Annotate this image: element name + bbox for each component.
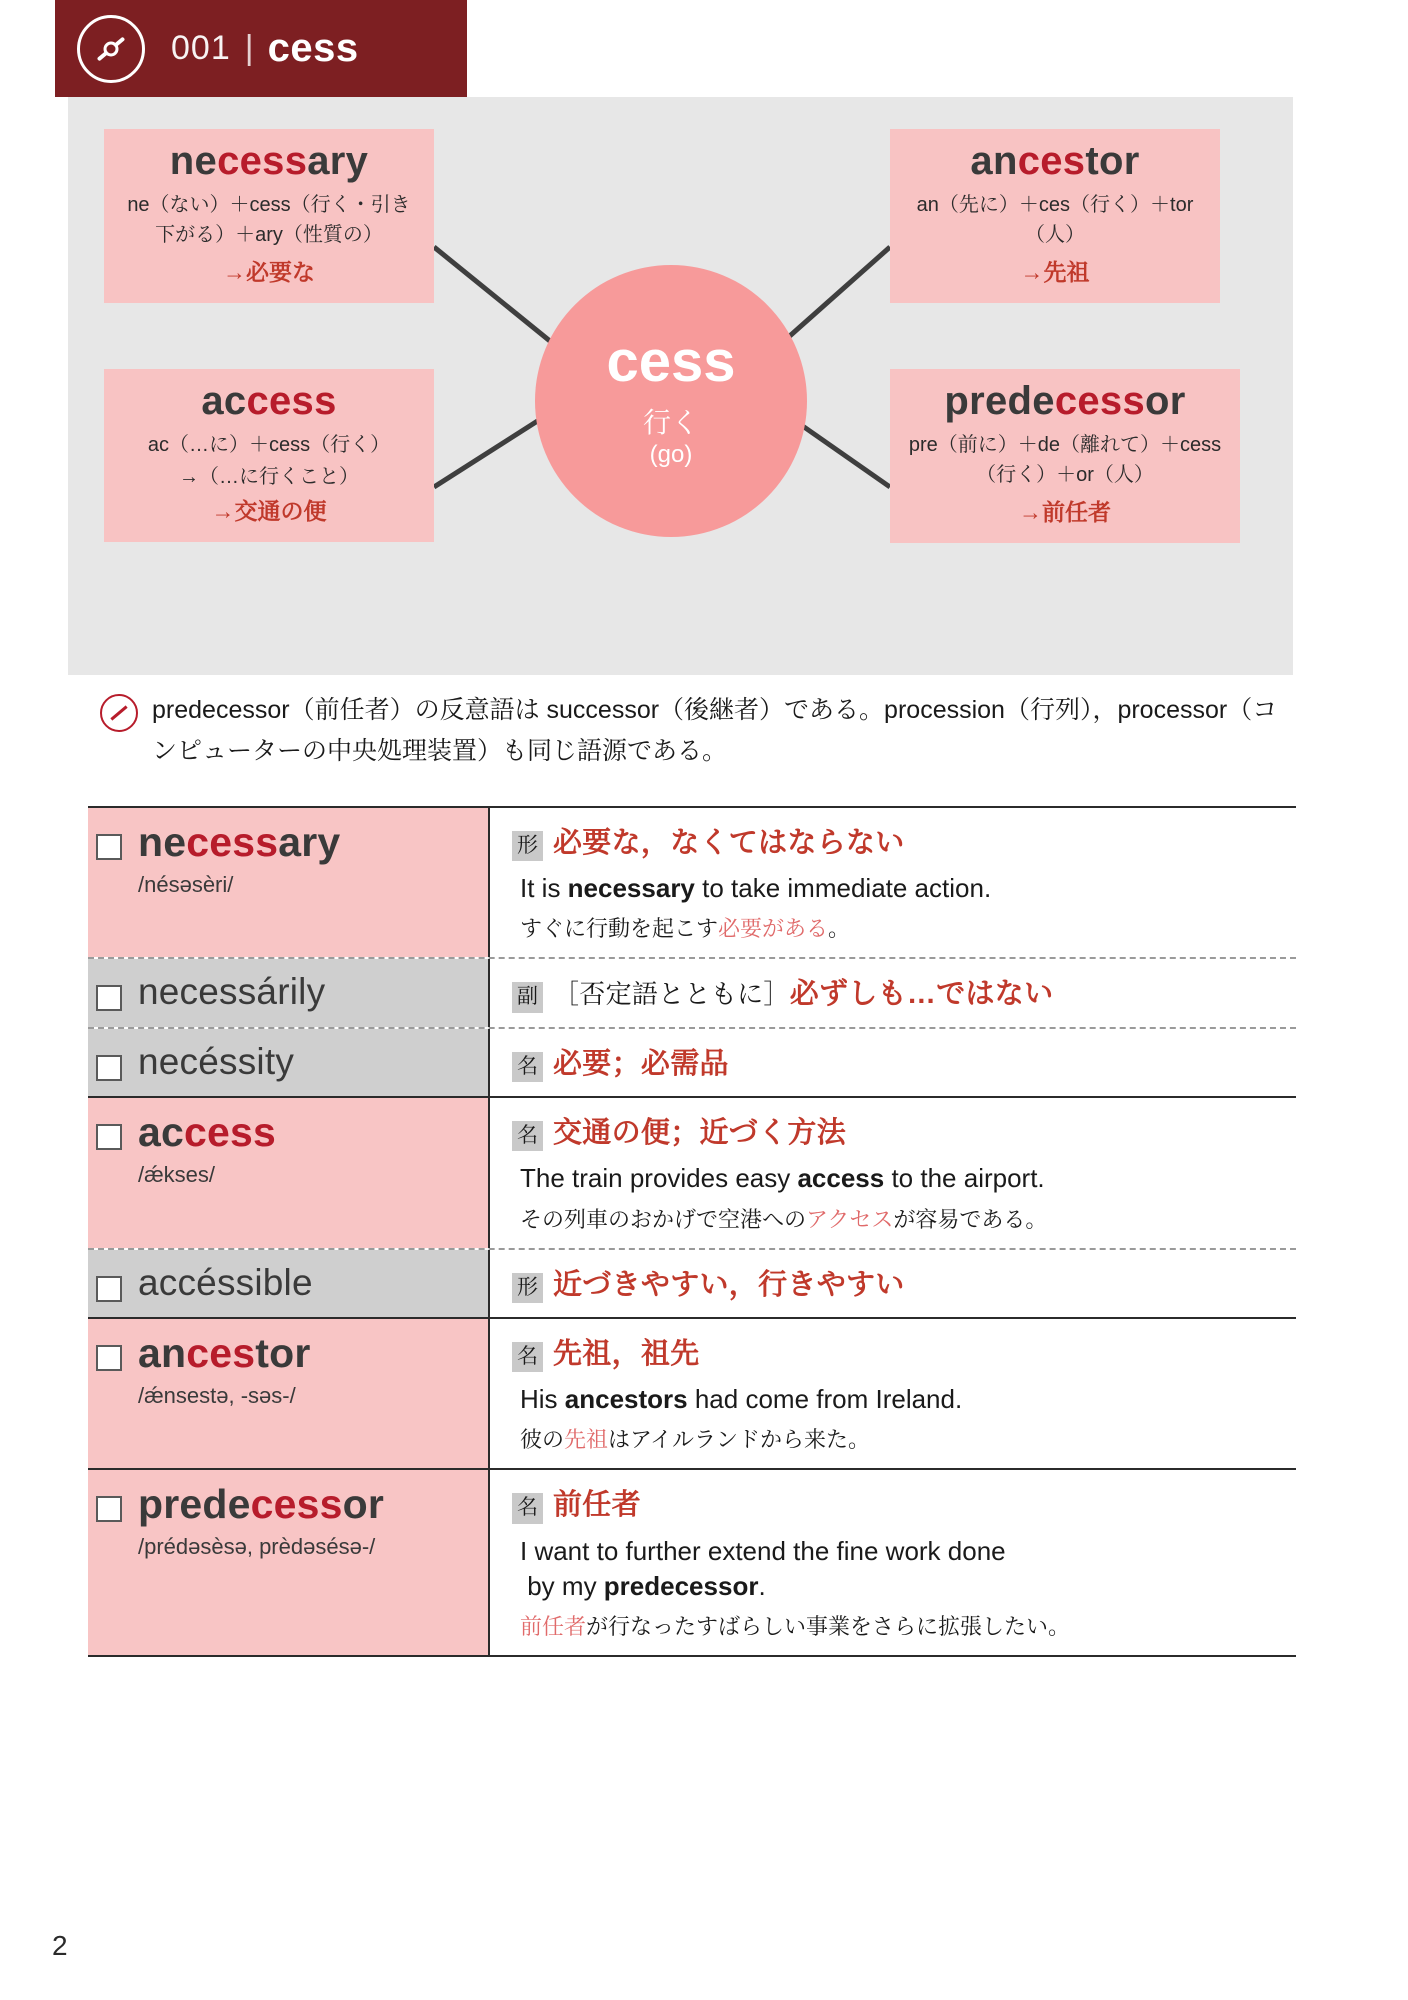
entry-checkbox[interactable] <box>96 1496 122 1522</box>
mindmap-node-word: access <box>201 379 337 423</box>
entry-part-of-speech: 副 <box>512 982 543 1012</box>
table-row <box>88 1248 1296 1317</box>
entry-phonetic: /ǽkses/ <box>138 1162 216 1188</box>
mindmap-node-word: ancestor <box>970 139 1140 183</box>
entry-phonetic: /prédəsèsə, prèdəsésə-/ <box>138 1534 376 1560</box>
mindmap-hub-word: cess <box>606 329 736 394</box>
entry-headword: necessárily <box>138 971 326 1013</box>
entry-headword-cell <box>88 1319 488 1468</box>
entry-definition: 交通の便；近づく方法 <box>553 1117 847 1150</box>
compass-note-icon <box>100 694 138 732</box>
entry-definition-cell <box>488 1250 1296 1317</box>
entry-phonetic: /ǽnsestə, -səs-/ <box>138 1382 296 1408</box>
mindmap-hub-jp: 行く <box>642 407 699 438</box>
mindmap-node-parts: ac（…に）＋cess（行く） <box>147 434 391 456</box>
mindmap-panel <box>68 97 1293 675</box>
mindmap-node-parts: an（先に）＋ces（行く）＋tor（人） <box>916 194 1194 246</box>
entry-example: His ancestors had come from Ireland. <box>520 1384 963 1415</box>
mindmap-node-word: necessary <box>169 139 369 183</box>
mindmap-node-parts: pre（前に）＋de（離れて）＋cess（行く）＋or（人） <box>908 434 1222 486</box>
mindmap-node-meaning: →交通の便 <box>211 498 327 524</box>
entry-checkbox[interactable] <box>96 834 122 860</box>
compass-icon <box>77 15 145 83</box>
mindmap-node-parts: ne（ない）＋cess（行く・引き下がる）＋ary（性質の） <box>127 194 411 246</box>
entry-definition: 前任者 <box>553 1489 641 1522</box>
entry-headword-cell <box>88 1029 488 1096</box>
entry-definition: 近づきやすい，行きやすい <box>553 1268 905 1301</box>
entry-group <box>88 1317 1296 1468</box>
entry-example-translation: 彼の先祖はアイルランドから来た。 <box>520 1427 871 1453</box>
chapter-root-word: cess <box>267 26 359 70</box>
mindmap-hub <box>535 265 807 537</box>
page-number: 2 <box>52 1930 68 1961</box>
entry-headword: accéssible <box>138 1261 313 1303</box>
mindmap-node-word: predecessor <box>944 379 1186 423</box>
entry-headword-cell <box>88 1470 488 1654</box>
entry-checkbox[interactable] <box>96 1055 122 1081</box>
entry-definition-cell <box>488 1470 1296 1654</box>
entry-part-of-speech: 名 <box>512 1493 543 1523</box>
entry-headword-cell <box>88 1098 488 1247</box>
entry-part-of-speech: 名 <box>512 1342 543 1372</box>
entry-example-translation: 前任者が行なったすばらしい事業をさらに拡張したい。 <box>520 1613 1071 1639</box>
entry-part-of-speech: 名 <box>512 1121 543 1151</box>
mindmap-node-access <box>104 369 434 542</box>
entry-definition: 必要な，なくてはならない <box>553 827 905 859</box>
entry-headword: ancestor <box>138 1330 311 1376</box>
table-row <box>88 1098 1296 1247</box>
header-separator: | <box>244 29 254 67</box>
etymology-note <box>100 690 1300 773</box>
table-row <box>88 1470 1296 1654</box>
entry-part-of-speech: 名 <box>512 1052 543 1082</box>
entry-group <box>88 1468 1296 1656</box>
entry-phonetic: /nésəsèri/ <box>138 871 234 897</box>
entry-definition-cell <box>488 1029 1296 1096</box>
entry-example: It is necessary to take immediate action. <box>520 873 992 904</box>
entry-checkbox[interactable] <box>96 985 122 1011</box>
etymology-note-text: predecessor（前任者）の反意語は successor（後継者）である。procession（行列），processor（コンピューターの中央処理装置）も同じ語源である。 <box>152 696 1278 766</box>
entry-headword: predecessor <box>138 1481 385 1528</box>
entry-headword: necessary <box>138 819 341 865</box>
entry-example: The train provides easy access to the airport. <box>520 1163 1045 1194</box>
entry-example-translation: すぐに行動を起こす必要がある。 <box>520 916 851 942</box>
entry-part-of-speech: 形 <box>512 831 543 861</box>
entry-headword-cell <box>88 1250 488 1317</box>
entry-definition-cell <box>488 959 1296 1026</box>
entry-example: I want to further extend the fine work done by my predecessor. <box>520 1535 1006 1601</box>
entry-definition: ［否定語とともに］必ずしも…ではない <box>553 978 1054 1011</box>
table-row <box>88 957 1296 1026</box>
entry-definition-cell <box>488 1319 1296 1468</box>
entry-example-translation: その列車のおかげで空港へのアクセスが容易である。 <box>520 1206 1048 1232</box>
table-row <box>88 1319 1296 1468</box>
word-entry-list <box>88 806 1296 1657</box>
entry-definition: 必要；必需品 <box>553 1047 729 1080</box>
mindmap-node-meaning: →先祖 <box>1020 259 1090 285</box>
table-row <box>88 808 1296 957</box>
mindmap-node-ancestor <box>890 129 1220 303</box>
mindmap-hub-en: (go) <box>649 441 693 468</box>
entry-part-of-speech: 形 <box>512 1273 543 1303</box>
entry-definition-cell <box>488 808 1296 957</box>
entry-headword: access <box>138 1109 277 1156</box>
entry-definition-cell <box>488 1098 1296 1247</box>
entry-group <box>88 1096 1296 1317</box>
entry-group <box>88 806 1296 1096</box>
entry-headword-cell <box>88 808 488 957</box>
chapter-number: 001 <box>171 29 231 67</box>
chapter-header <box>55 0 467 97</box>
table-row <box>88 1027 1296 1096</box>
entry-checkbox[interactable] <box>96 1124 122 1150</box>
mindmap-node-meaning: →必要な <box>223 259 315 285</box>
entry-checkbox[interactable] <box>96 1345 122 1371</box>
entry-checkbox[interactable] <box>96 1276 122 1302</box>
mindmap-node-predecessor <box>890 369 1240 543</box>
mindmap-node-subnote: →（…に行くこと） <box>179 466 359 488</box>
entry-headword-cell <box>88 959 488 1026</box>
entry-definition: 先祖，祖先 <box>553 1338 700 1370</box>
entry-headword: necéssity <box>138 1040 295 1082</box>
mindmap-node-necessary <box>104 129 434 303</box>
mindmap-node-meaning: →前任者 <box>1019 499 1111 525</box>
